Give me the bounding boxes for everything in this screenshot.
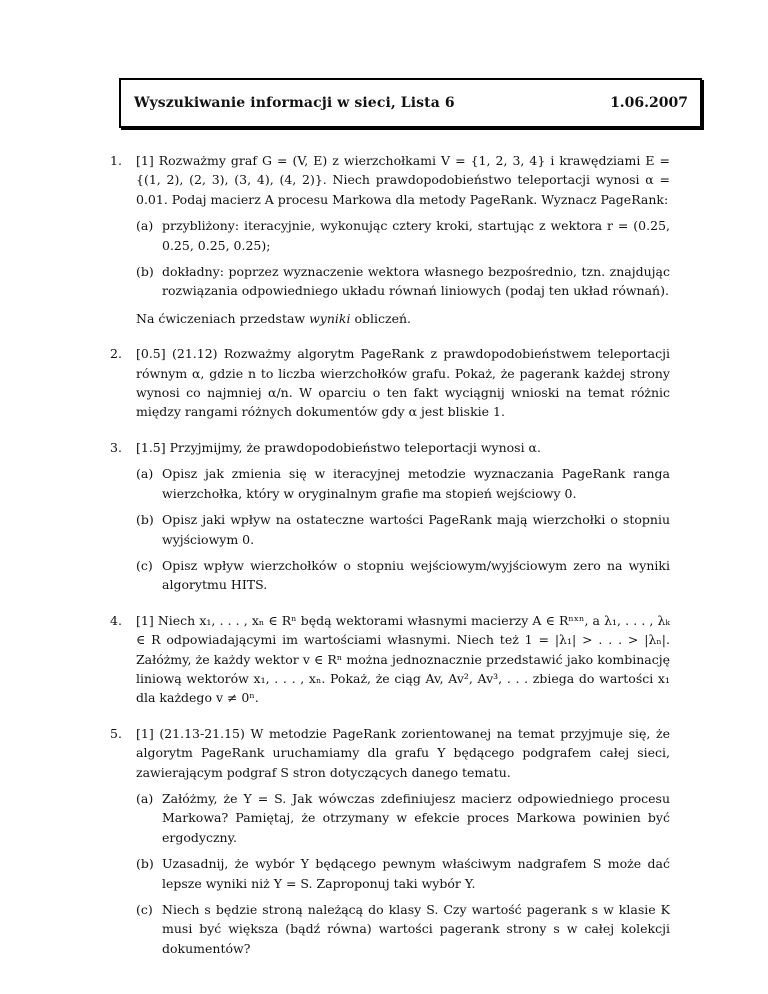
problem-3 xyxy=(110,438,670,595)
problem-text: [0.5] (21.12) Rozważmy algorytm PageRank z prawdopodobieństwem teleportacji równym α, gdzie n to liczba wierzchołków grafu. Pokaż, że pagerank każdej strony wynosi co najmniej α/n. W oparciu o ten fakt wyciągnij wnioski na temat różnic między rangami różnych dokumentów gdy α jest bliskie 1. xyxy=(136,346,670,420)
subproblem-label: (b) xyxy=(136,264,154,280)
note-prefix: Na ćwiczeniach przedstaw xyxy=(136,310,310,326)
problem-1 xyxy=(110,151,670,328)
problem-list xyxy=(110,151,670,974)
problem-text: [1] Niech x₁, . . . , xₙ ∈ Rⁿ będą wektorami własnymi macierzy A ∈ Rⁿˣⁿ, a λ₁, . . . , λₖ ∈ R odpowiadającymi im wartościami własnymi. Niech też 1 = |λ₁| > . . . > |λₙ|. Załóżmy, że każdy wektor v ∈ Rⁿ można jednoznacznie przedstawić jako kombinację liniową wektorów x₁, . . . , xₙ. Pokaż, że ciąg Av, Av², Av³, . . . zbiega do wartości x₁ dla każdego v ≠ 0ⁿ. xyxy=(136,612,670,706)
subproblem-label: (b) xyxy=(136,512,154,528)
subproblem-text: Załóżmy, że Y = S. Jak wówczas zdefiniujesz macierz odpowiedniego procesu Markowa? Pamiętaj, że otrzymany w efekcie proces Markowa powinien być ergodyczny. xyxy=(162,790,670,845)
problem-5 xyxy=(110,724,670,958)
problem-text: [1.5] Przyjmijmy, że prawdopodobieństwo teleportacji wynosi α. xyxy=(136,439,541,455)
document-date: 1.06.2007 xyxy=(610,95,688,111)
problem-note xyxy=(136,309,670,328)
subproblem-3a xyxy=(136,464,670,503)
subproblem-3b xyxy=(136,510,670,549)
problem-text: [1] (21.13-21.15) W metodzie PageRank zorientowanej na temat przyjmuje się, że algorytm PageRank uruchamiamy dla grafu Y będącego podgrafem całej sieci, zawierającym podgraf S stron dotyczących danego tematu. xyxy=(136,725,670,780)
problem-number: 1. xyxy=(110,153,122,168)
subproblem-text: przybliżony: iteracyjnie, wykonując cztery kroki, startując z wektora r = (0.25, 0.25, 0.25, 0.25); xyxy=(162,218,670,253)
subproblem-label: (a) xyxy=(136,218,154,234)
subproblem-5a xyxy=(136,789,670,847)
subproblem-text: dokładny: poprzez wyznaczenie wektora własnego bezpośrednio, tzn. znajdując rozwiązania odpowiedniego układu równań liniowych (podaj ten układ równań). xyxy=(162,264,670,299)
subproblem-label: (c) xyxy=(136,902,153,917)
document-title: Wyszukiwanie informacji w sieci, Lista 6 xyxy=(134,95,455,111)
subproblem-label: (c) xyxy=(136,557,153,573)
subproblem-text: Niech s będzie stroną należącą do klasy S. Czy wartość pagerank s w klasie K musi być większa (bądź równa) wartości pagerank strony s w całej kolekcji dokumentów? xyxy=(162,902,670,956)
problem-text: [1] Rozważmy graf G = (V, E) z wierzchołkami V = {1, 2, 3, 4} i krawędziami E = {(1, 2), (2, 3), (3, 4), (4, 2)}. Niech prawdopodobieństwo teleportacji wynosi α = 0.01. Podaj macierz A procesu Markowa dla metody PageRank. Wyznacz PageRank: xyxy=(136,153,670,207)
subproblem-label: (b) xyxy=(136,856,154,872)
problem-number: 2. xyxy=(110,346,122,362)
problem-4 xyxy=(110,611,670,708)
subproblem-text: Opisz wpływ wierzchołków o stopniu wejściowym/wyjściowym zero na wyniki algorytmu HITS. xyxy=(162,557,670,593)
subproblem-1a xyxy=(136,216,670,255)
subproblem-label: (a) xyxy=(136,790,154,806)
subproblem-label: (a) xyxy=(136,466,154,482)
problem-number: 3. xyxy=(110,439,122,455)
problem-2 xyxy=(110,344,670,422)
problem-number: 5. xyxy=(110,725,122,741)
subproblem-text: Opisz jak zmienia się w iteracyjnej metodzie wyznaczania PageRank ranga wierzchołka, który w oryginalnym grafie ma stopień wejściowy 0. xyxy=(162,466,670,501)
header-box xyxy=(119,78,702,128)
subproblem-5c xyxy=(136,900,670,958)
note-emphasis: wyniki xyxy=(309,310,351,326)
note-suffix: obliczeń. xyxy=(350,310,412,326)
subproblem-1b xyxy=(136,262,670,301)
subproblem-3c xyxy=(136,556,670,595)
subproblem-text: Opisz jaki wpływ na ostateczne wartości PageRank mają wierzchołki o stopniu wyjściowym 0. xyxy=(162,512,670,547)
subproblem-5b xyxy=(136,854,670,893)
subproblem-text: Uzasadnij, że wybór Y będącego pewnym właściwym nadgrafem S może dać lepsze wyniki niż Y = S. Zaproponuj taki wybór Y. xyxy=(162,856,670,891)
problem-number: 4. xyxy=(110,612,122,628)
